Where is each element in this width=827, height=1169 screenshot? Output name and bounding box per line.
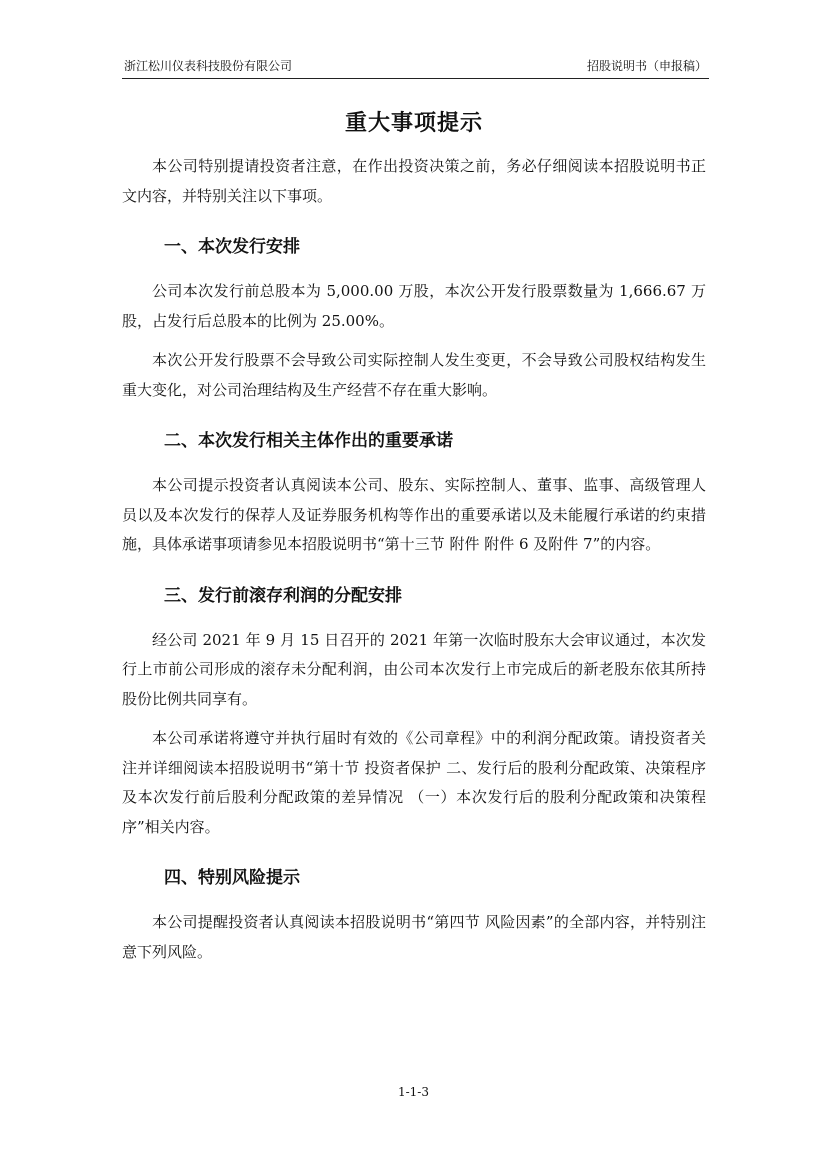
page-title: 重大事项提示 xyxy=(344,111,483,136)
intro-paragraph: 本公司特别提请投资者注意，在作出投资决策之前，务必仔细阅读本招股说明书正文内容，并特别关注以下事项。 xyxy=(122,157,706,205)
section-paragraph: 经公司 2021 年 9 月 15 日召开的 2021 年第一次临时股东大会审议通过，本次发行上市前公司形成的滚存未分配利润，由公司本次发行上市完成后的新老股东依其所持股份比例共同享有。 xyxy=(122,630,706,708)
section-paragraph: 本次公开发行股票不会导致公司实际控制人发生变更，不会导致公司股权结构发生重大变化，对公司治理结构及生产经营不存在重大影响。 xyxy=(122,351,706,399)
section-heading: 一、本次发行安排 xyxy=(164,237,300,257)
header-document-type: 招股说明书（申报稿） xyxy=(586,59,707,73)
section-heading: 四、特别风险提示 xyxy=(164,868,300,888)
section-paragraph: 本公司提醒投资者认真阅读本招股说明书“第四节 风险因素”的全部内容，并特别注意下列风险。 xyxy=(122,913,706,961)
page-header xyxy=(122,56,709,79)
page-number: 1-1-3 xyxy=(397,1085,429,1099)
section-heading: 二、本次发行相关主体作出的重要承诺 xyxy=(164,431,453,451)
section-paragraph: 本公司提示投资者认真阅读本公司、股东、实际控制人、董事、监事、高级管理人员以及本次发行的保荐人及证券服务机构等作出的重要承诺以及未能履行承诺的约束措施，具体承诺事项请参见本招股说明书“第十三节 附件 附件 6 及附件 7”的内容。 xyxy=(122,476,706,553)
section-heading: 三、发行前滚存利润的分配安排 xyxy=(164,585,402,606)
page-content xyxy=(122,104,706,967)
header-company-name: 浙江松川仪表科技股份有限公司 xyxy=(124,59,293,73)
section-paragraph: 公司本次发行前总股本为 5,000.00 万股，本次公开发行股票数量为 1,666.67 万股，占发行后总股本的比例为 25.00%。 xyxy=(122,282,706,330)
section-paragraph: 本公司承诺将遵守并执行届时有效的《公司章程》中的利润分配政策。请投资者关注并详细阅读本招股说明书“第十节 投资者保护 二、发行后的股利分配政策、决策程序及本次发行前后股利分配政策的差异情况 （一）本次发行后的股利分配政策和决策程序”相关内容。 xyxy=(122,729,706,836)
